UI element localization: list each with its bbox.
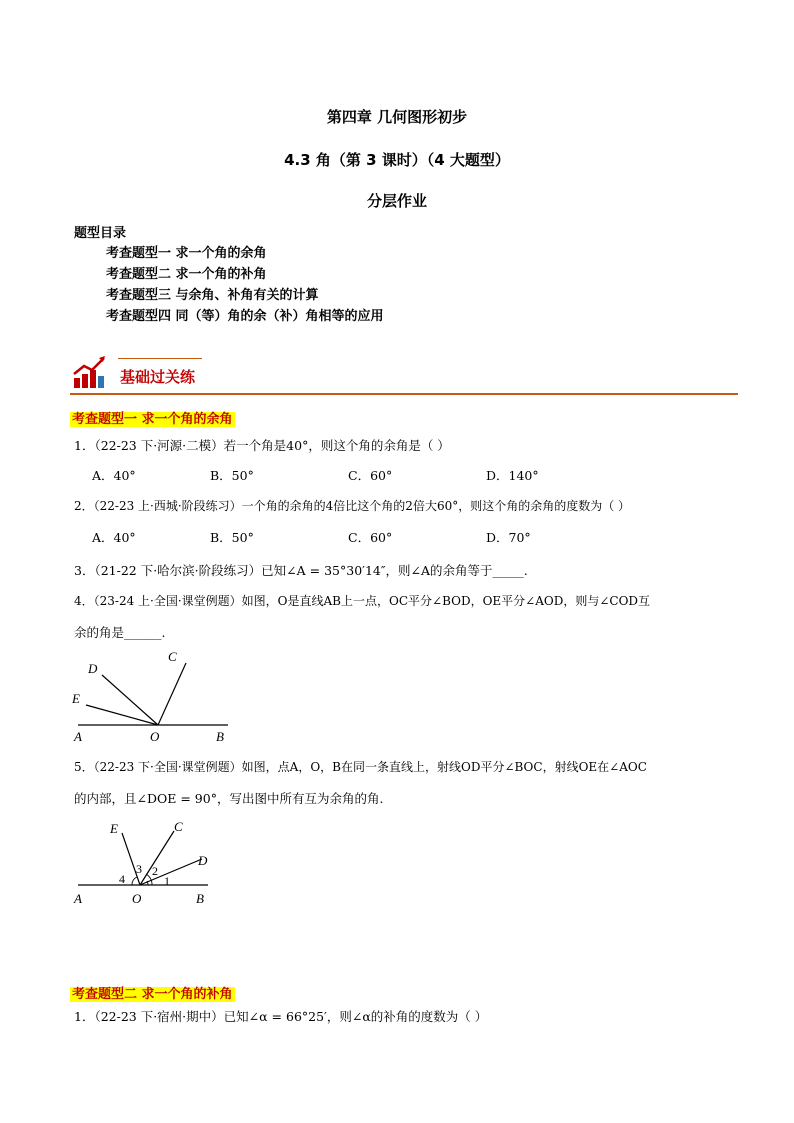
question-1-5-line2: 的内部，且∠DOE = 90°，写出图中所有互为余角的角.: [74, 791, 384, 806]
fig5-angle-3: 3: [136, 862, 142, 876]
chart-growth-icon: [72, 354, 108, 390]
question-1-4-line1: 4．（23-24 上·全国·课堂例题）如图，O是直线AB上一点，OC平分∠BOD，OE平分∠AOD，则与∠COD互: [74, 594, 651, 608]
fig4-label-e: E: [72, 691, 80, 706]
fig4-label-d: D: [88, 661, 98, 676]
toc-item-3[interactable]: 考查题型三 与余角、补角有关的计算: [106, 288, 319, 303]
fig5-label-c: C: [174, 819, 183, 834]
question-2-1: 1．（22-23 下·宿州·期中）已知∠α = 66°25′，则∠α的补角的度数为（ ）: [74, 1009, 488, 1024]
fig5-angle-2: 2: [152, 864, 158, 878]
fig5-label-a: A: [74, 891, 82, 906]
section-divider: [70, 393, 738, 395]
toc-item-2[interactable]: 考查题型二 求一个角的补角: [106, 267, 267, 282]
figure-q4: [66, 645, 246, 745]
section-tag-2: [70, 983, 235, 1002]
fig4-label-o: O: [150, 729, 160, 744]
q2-option-c[interactable]: C．60°: [348, 530, 393, 545]
fig5-label-e: E: [110, 821, 118, 836]
fig5-angle-1: 1: [164, 874, 170, 888]
page-subtitle: 分层作业: [366, 192, 427, 210]
toc-item-1[interactable]: 考查题型一 求一个角的余角: [106, 246, 267, 261]
question-1-1: 1．（22-23 下·河源·二模）若一个角是40°，则这个角的余角是（ ）: [74, 438, 450, 453]
banner-label: 基础过关练: [120, 368, 196, 386]
q1-option-a[interactable]: A．40°: [92, 468, 136, 483]
fig4-label-a: A: [74, 729, 82, 744]
fig5-label-b: B: [196, 891, 204, 906]
fig5-label-d: D: [198, 853, 208, 868]
fig4-label-b: B: [216, 729, 224, 744]
toc-item-4[interactable]: 考查题型四 同（等）角的余（补）角相等的应用: [106, 309, 384, 324]
toc-heading: 题型目录: [74, 226, 127, 241]
figure-q5: [66, 815, 226, 910]
chapter-title: 第四章 几何图形初步: [326, 108, 468, 126]
q2-option-b[interactable]: B．50°: [210, 530, 254, 545]
question-1-5-line1: 5．（22-23 下·全国·课堂例题）如图，点A，O，B在同一条直线上，射线OD平分∠BOC，射线OE在∠AOC: [74, 760, 647, 774]
q1-option-c[interactable]: C．60°: [348, 468, 393, 483]
fig5-label-o: O: [132, 891, 142, 906]
q2-option-d[interactable]: D．70°: [486, 530, 531, 545]
question-1-4-line2: 余的角是______.: [74, 625, 166, 640]
section-tag-1: [70, 408, 235, 427]
q2-option-a[interactable]: A．40°: [92, 530, 136, 545]
q1-option-d[interactable]: D．140°: [486, 468, 539, 483]
section-tag-1-text: 考查题型一 求一个角的余角: [72, 412, 233, 427]
q1-option-b[interactable]: B．50°: [210, 468, 254, 483]
lesson-title: 4.3 角（第 3 课时）（4 大题型）: [284, 151, 510, 169]
fig5-angle-4: 4: [119, 872, 125, 886]
question-1-3: 3．（21-22 下·哈尔滨·阶段练习）已知∠A = 35°30′14″，则∠A的余角等于_____.: [74, 563, 528, 578]
fig4-label-c: C: [168, 649, 177, 664]
section-tag-2-text: 考查题型二 求一个角的补角: [72, 987, 233, 1002]
banner-top-line: [118, 358, 202, 359]
question-1-2: 2．（22-23 上·西城·阶段练习）一个角的余角的4倍比这个角的2倍大60°，则这个角的余角的度数为（ ）: [74, 499, 631, 513]
